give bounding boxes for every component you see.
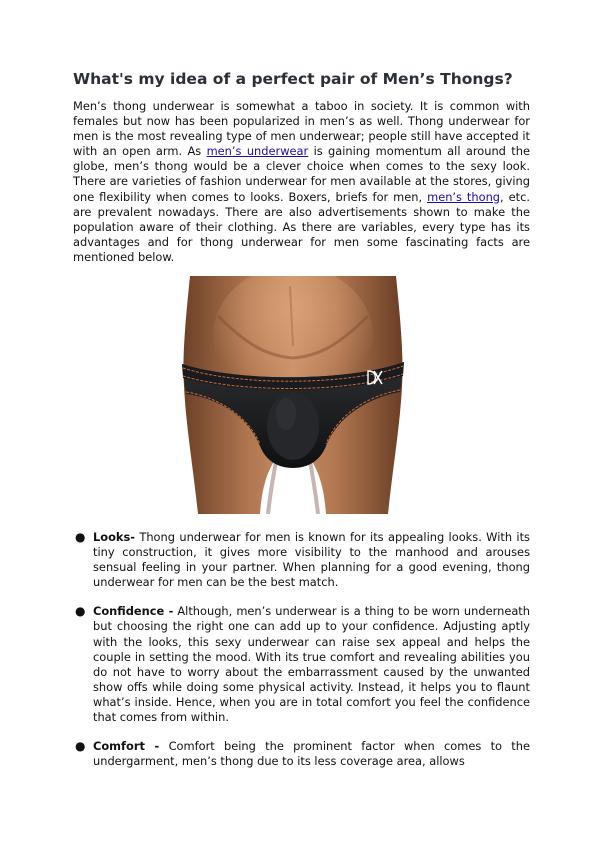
bullet-list: [73, 530, 530, 783]
bullet-icon: ●: [75, 530, 86, 544]
bullet-term: Confidence -: [93, 604, 174, 619]
bullet-text: Comfort being the prominent factor when comes to the undergarment, men’s thong due to its less coverage area, allows: [93, 739, 531, 769]
bullet-text: Thong underwear for men is known for its appealing looks. With its tiny construction, it gives more visibility to the manhood and arouses sensual feeling in your partner. When planning for a good evening, thong underwear for men can be the best match.: [93, 530, 530, 590]
bullet-text: Although, men’s underwear is a thing to be worn underneath but choosing the right one can add up to your confidence. Adjusting aptly with the looks, this sexy underwear can raise sex appeal and helps the couple in setting the mood. With its true comfort and revealing abilities you do not have to worry about the embarrassment caused by the unwanted show offs while doing some physical activity. Instead, it helps you to flaunt what’s inside. Hence, when you are in total comfort you feel the confidence that comes from within.: [93, 604, 530, 725]
bullet-item-looks: [73, 530, 530, 590]
bullet-term: Comfort -: [93, 739, 160, 754]
mens-thong-link[interactable]: men’s thong: [427, 189, 501, 204]
bullet-item-comfort: [73, 739, 530, 769]
intro-paragraph: [73, 99, 530, 265]
bullet-term: Looks-: [93, 530, 135, 544]
intro-text-3: , etc. are prevalent nowadays. There are also advertisements shown to make the population aware of their clothing. As there are variables, every type has its advantages and for thong underwear for men some fascinating facts are mentioned below.: [73, 189, 530, 264]
page-title: What's my idea of a perfect pair of Men’s Thongs?: [73, 70, 513, 88]
bullet-icon: ●: [75, 604, 86, 619]
intro-text-1: Men’s thong underwear is somewhat a taboo in society. It is common with females but now has been popularized in men’s as well. Thong underwear for men is the most revealing type of men underwear; people still have accepted it with an open arm. As: [73, 99, 530, 159]
bullet-icon: ●: [75, 739, 86, 754]
bullet-item-confidence: [73, 604, 530, 725]
product-photo: [178, 276, 408, 514]
mens-underwear-link[interactable]: men’s underwear: [206, 144, 309, 159]
intro-text-2: is gaining momentum all around the globe, men’s thong would be a clever choice when comes to the sexy look. There are varieties of fashion underwear for men available at the stores, giving one flexibility when comes to looks. Boxers, briefs for men,: [73, 144, 530, 204]
